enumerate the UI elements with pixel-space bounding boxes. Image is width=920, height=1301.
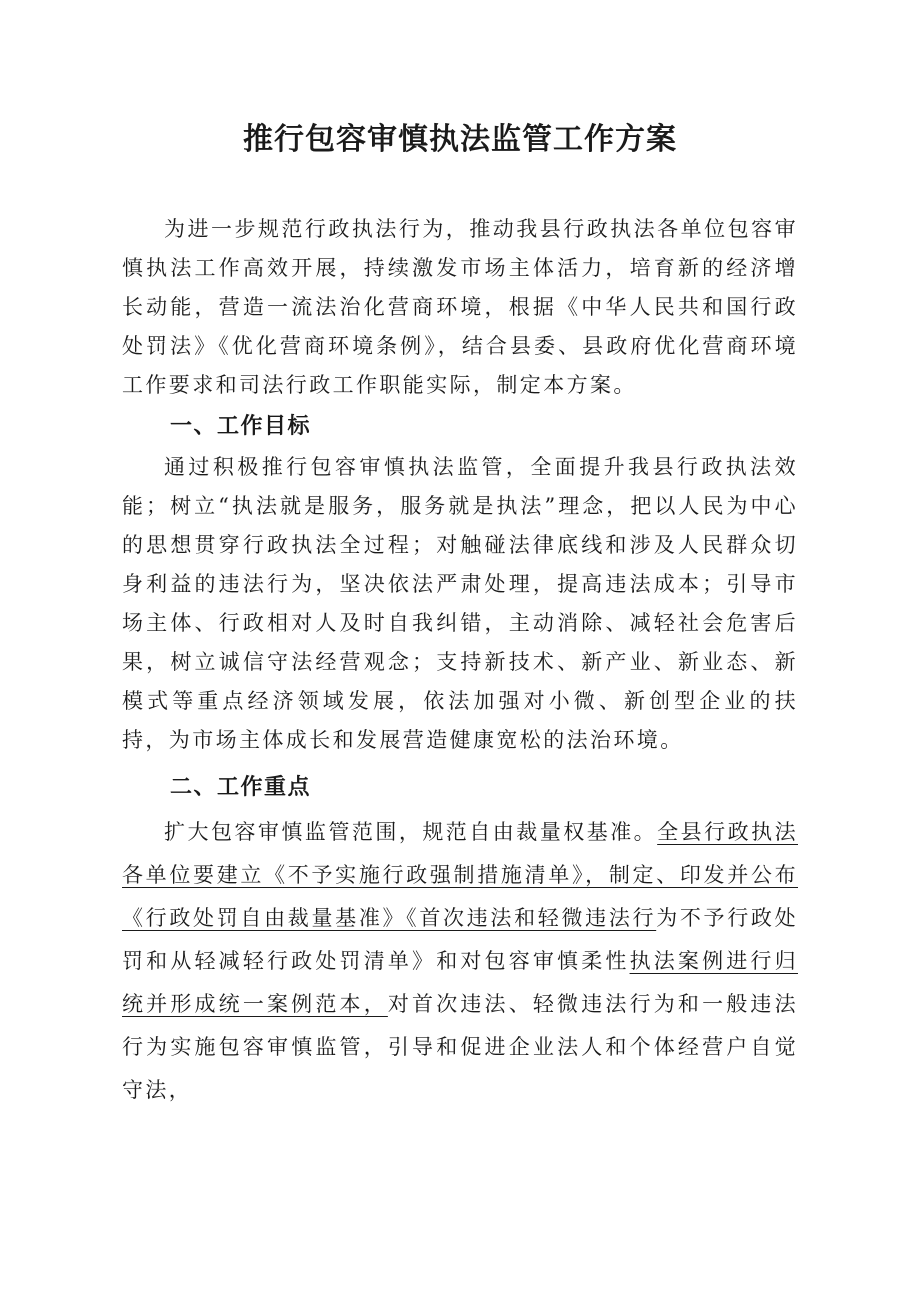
priorities-text-segment: 为不予行政处罚和从轻减轻行政处罚清单》和对包容审慎柔性	[122, 906, 798, 973]
document-title: 推行包容审慎执法监管工作方案	[243, 122, 677, 157]
section-heading-goals: 一、工作目标	[170, 414, 312, 439]
document-body	[122, 210, 798, 1112]
priorities-paragraph	[122, 811, 798, 1112]
intro-paragraph: 为进一步规范行政执法行为，推动我县行政执法各单位包容审慎执法工作高效开展，持续激发市场主体活力，培育新的经济增长动能，营造一流法治化营商环境，根据《中华人民共和国行政处罚法》《优化营商环境条例》，结合县委、县政府优化营商环境工作要求和司法行政工作职能实际，制定本方案。	[122, 217, 798, 397]
priorities-underlined-segment: 执法案例进行归统并形成统一案例范本，	[122, 949, 798, 1016]
section-heading-priorities: 二、工作重点	[170, 775, 312, 800]
priorities-text-segment: 扩大包容审慎监管范围，规范自由裁量权基准。	[164, 820, 658, 844]
priorities-text-segment: 对首次违法、轻微违法行为和一般违法行为实施包容审慎监管，引导和促进企业法人和个体经营户自觉守法，	[122, 992, 798, 1102]
priorities-underlined-segment: 全县行政执法各单位要建立《不予实施行政强制措施清单》，制定、印发并公布《行政处罚自由裁量基准》《首次违法和轻微违法行	[122, 820, 798, 930]
goals-paragraph: 通过积极推行包容审慎执法监管，全面提升我县行政执法效能；树立“执法就是服务，服务就是执法”理念，把以人民为中心的思想贯穿行政执法全过程；对触碰法律底线和涉及人民群众切身利益的违法行为，坚决依法严肃处理，提高违法成本；引导市场主体、行政相对人及时自我纠错，主动消除、减轻社会危害后果，树立诚信守法经营观念；支持新技术、新产业、新业态、新模式等重点经济领域发展，依法加强对小微、新创型企业的扶持，为市场主体成长和发展营造健康宽松的法治环境。	[122, 455, 798, 752]
